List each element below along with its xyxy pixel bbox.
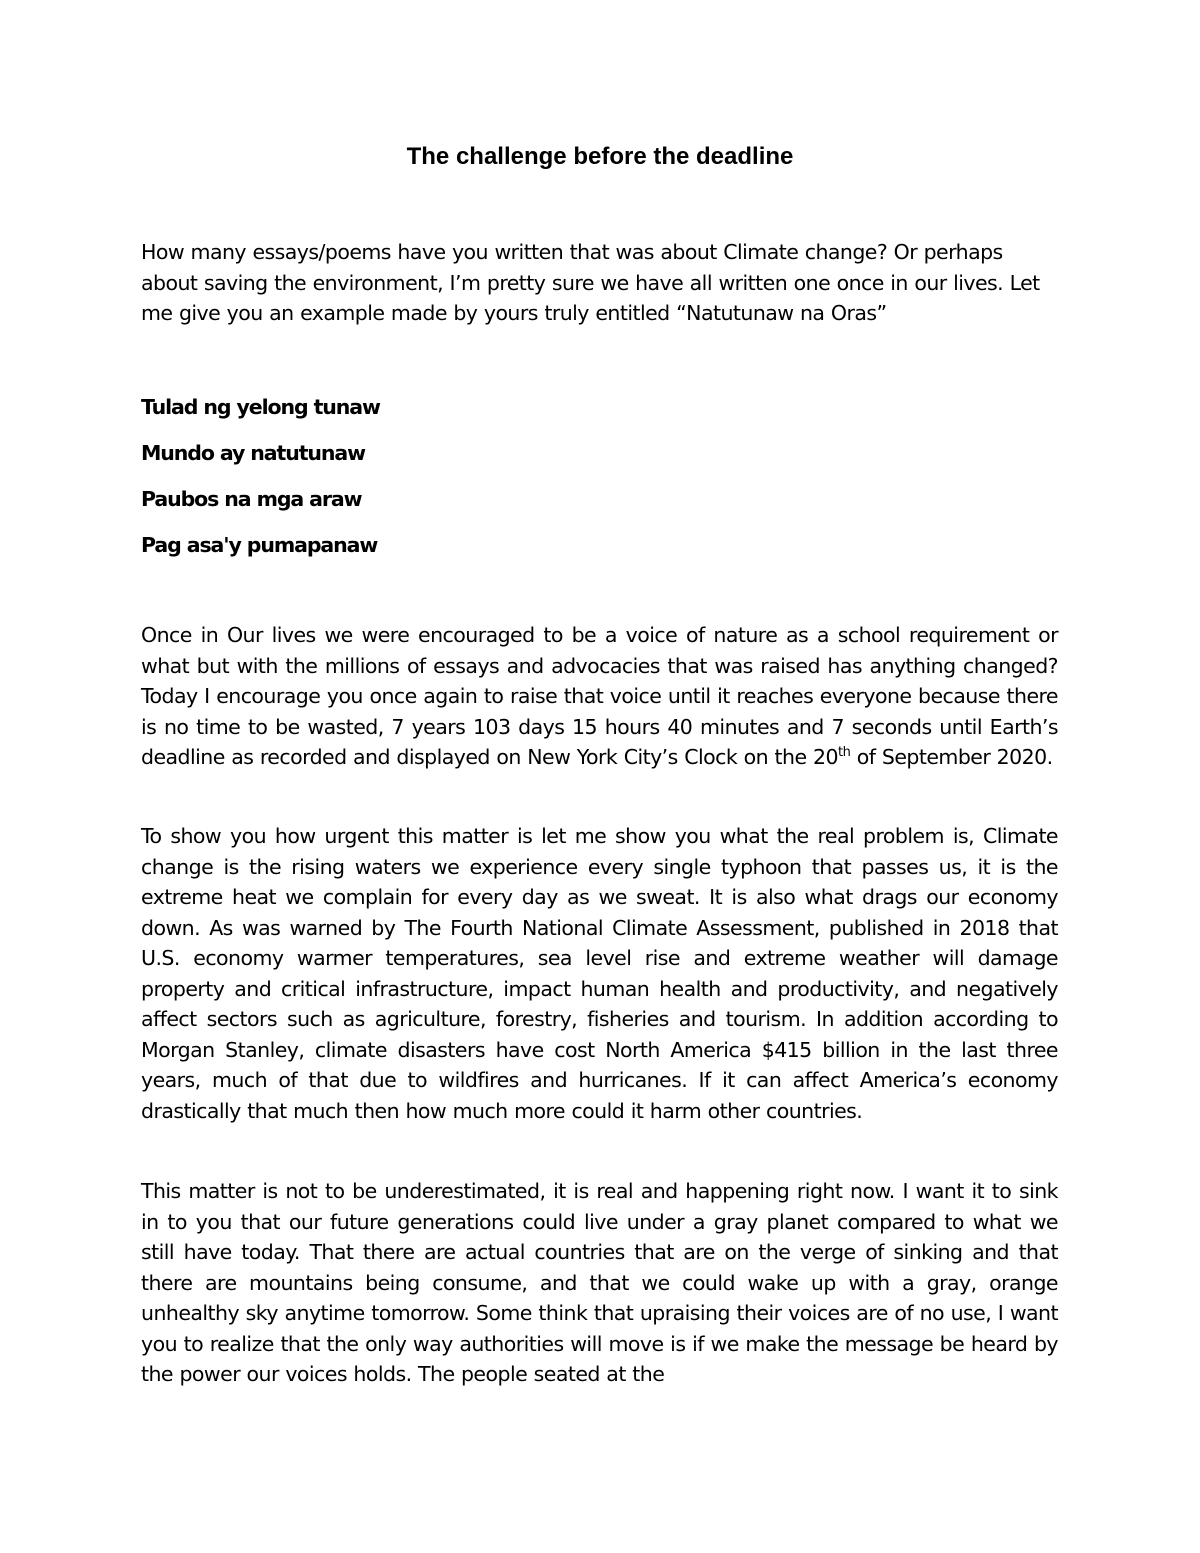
poem-line-2: Mundo ay natutunaw [141,441,365,465]
poem-line-4: Pag asa'y pumapanaw [141,533,378,557]
paragraph-deadline-text: Once in Our lives we were encouraged to be a voice of nature as a school requirement or what but with the millions of essays and advocacies that was raised has anything changed? Today I encourage you once again to raise that voice until it reaches everyone because there is no time to be wasted, 7 years 103 days 15 hours 40 minutes and 7 seconds until Earth’s deadline as recorded and displayed on New York City’s Clock on the 20 [141,623,1058,769]
document-title: The challenge before the deadline [406,143,794,170]
paragraph-underestimated: This matter is not to be underestimated, it is real and happening right now. I want it to sink in to you that our future generations could live under a gray planet compared to what we still have today. That there are actual countries that are on the verge of sinking and that there are mountains being consume, and that we could wake up with a gray, orange unhealthy sky anytime tomorrow. Some think that upraising their voices are of no use, I want you to realize that the only way authorities will move is if we make the message be heard by the power our voices holds. The people seated at the [141,1179,1058,1386]
paragraph-deadline-end: of September 2020. [850,745,1053,769]
paragraph-urgency: To show you how urgent this matter is let me show you what the real problem is, Climate change is the rising waters we experience every single typhoon that passes us, it is the extreme heat we complain for every day as we sweat. It is also what drags our economy down. As was warned by The Fourth National Climate Assessment, published in 2018 that U.S. economy warmer temperatures, sea level rise and extreme weather will damage property and critical infrastructure, impact human health and productivity, and negatively affect sectors such as agriculture, forestry, fisheries and tourism. In addition according to Morgan Stanley, climate disasters have cost North America $415 billion in the last three years, much of that due to wildfires and hurricanes. If it can affect America’s economy drastically that much then how much more could it harm other countries. [141,824,1058,1123]
paragraph-deadline [141,620,1058,773]
intro-paragraph: How many essays/poems have you written that was about Climate change? Or perhaps about saving the environment, I’m pretty sure we have all written one once in our lives. Let me give you an example made by yours truly entitled “Natutunaw na Oras” [141,240,1040,325]
ordinal-superscript: th [838,745,851,761]
poem-line-1: Tulad ng yelong tunaw [141,395,380,419]
poem-line-3: Paubos na mga araw [141,487,362,511]
